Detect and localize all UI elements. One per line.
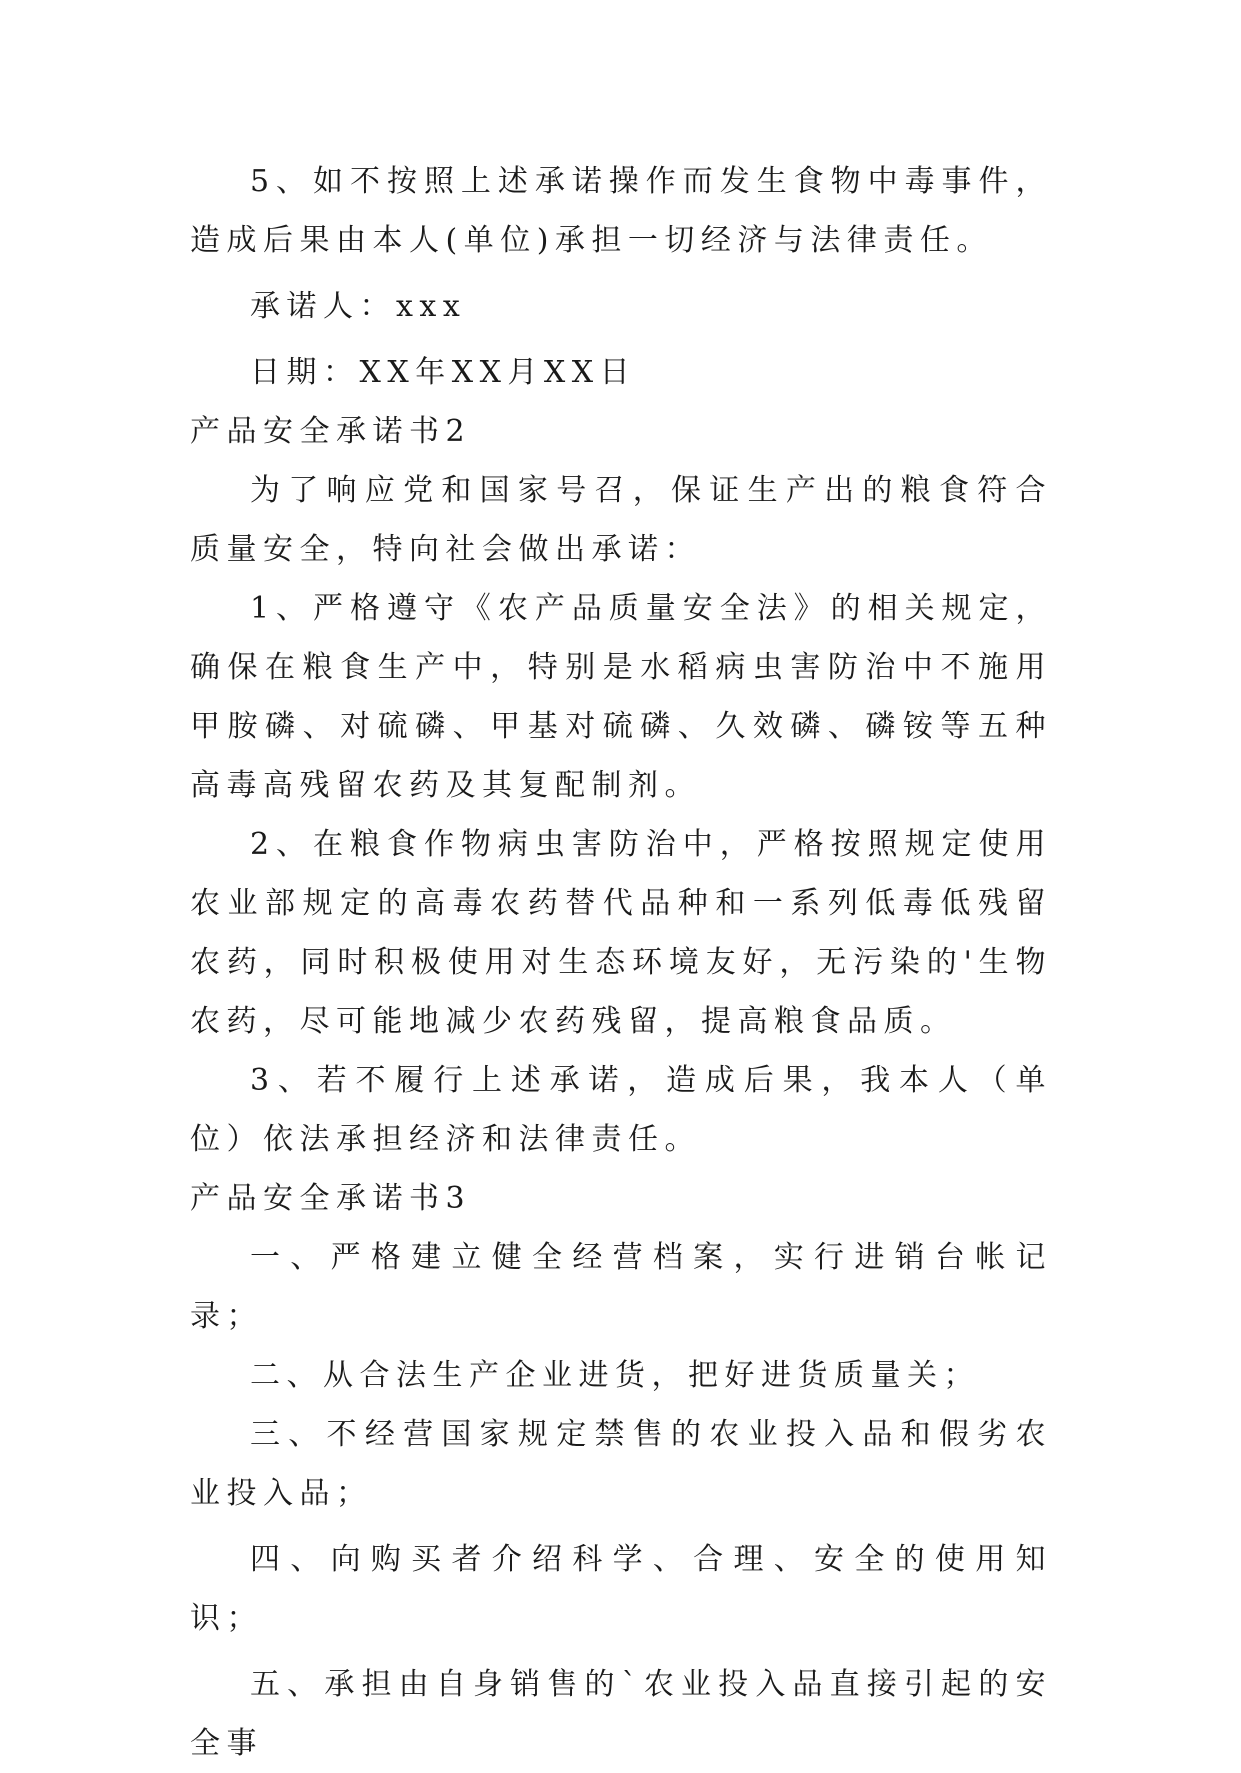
paragraph-item-1: 1、严格遵守《农产品质量安全法》的相关规定，确保在粮食生产中，特别是水稻病虫害防治中不施用甲胺磷、对硫磷、甲基对硫磷、久效磷、磷铵等五种高毒高残留农药及其复配制剂。 bbox=[190, 591, 1052, 803]
paragraph-item-5: 5、如不按照上述承诺操作而发生食物中毒事件，造成后果由本人(单位)承担一切经济与法律责任。 bbox=[190, 164, 1052, 258]
list-item-2: 二、从合法生产企业进货，把好进货质量关； bbox=[250, 1358, 980, 1393]
paragraph-intro: 为了响应党和国家号召，保证生产出的粮食符合质量安全，特向社会做出承诺： bbox=[190, 473, 1052, 567]
section-heading-3: 产品安全承诺书3 bbox=[190, 1181, 472, 1216]
section-heading-2: 产品安全承诺书2 bbox=[190, 414, 472, 449]
paragraph-item-3: 3、若不履行上述承诺，造成后果，我本人（单位）依法承担经济和法律责任。 bbox=[190, 1063, 1052, 1157]
list-item-3: 三、不经营国家规定禁售的农业投入品和假劣农业投入品； bbox=[190, 1417, 1052, 1511]
date-line: 日期：XX年XX月XX日 bbox=[250, 355, 637, 390]
list-item-1: 一、严格建立健全经营档案，实行进销台帐记录； bbox=[190, 1240, 1052, 1334]
list-item-4: 四、向购买者介绍科学、合理、安全的使用知识； bbox=[190, 1542, 1052, 1636]
document-body bbox=[190, 152, 1052, 1773]
signatory-line: 承诺人：xxx bbox=[250, 289, 467, 324]
list-item-5: 五、承担由自身销售的`农业投入品直接引起的安全事 bbox=[190, 1667, 1052, 1761]
paragraph-item-2: 2、在粮食作物病虫害防治中，严格按照规定使用农业部规定的高毒农药替代品种和一系列低毒低残留农药，同时积极使用对生态环境友好，无污染的'生物农药，尽可能地减少农药残留，提高粮食品质。 bbox=[190, 827, 1052, 1039]
